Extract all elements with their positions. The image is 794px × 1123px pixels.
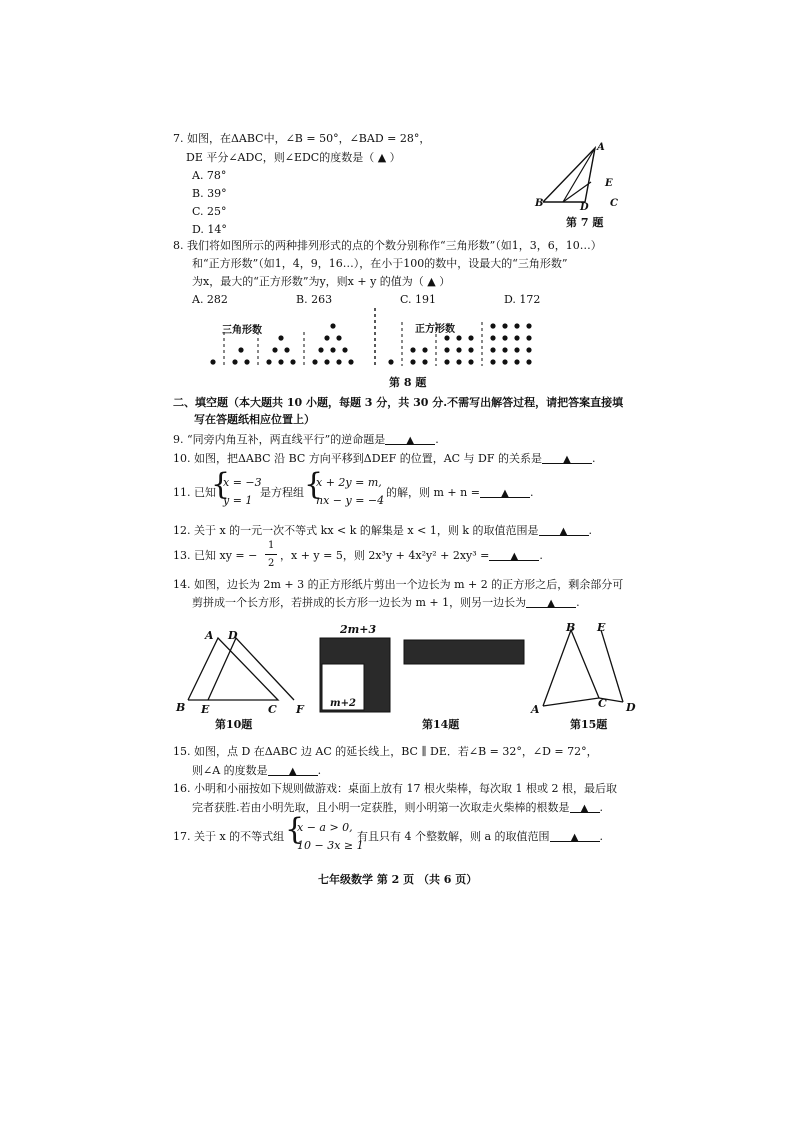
fig10-label-c: C xyxy=(268,703,277,716)
q7-label-a: A xyxy=(597,142,605,153)
answer-triangle-icon: ▲ xyxy=(563,454,571,465)
square-dot xyxy=(490,359,495,364)
q17-suffix-line: 有且只有 4 个整数解，则 a 的取值范围 ▲ . xyxy=(357,830,604,843)
square-dot xyxy=(502,335,507,340)
q13-frac-den: 2 xyxy=(268,558,275,569)
answer-triangle-icon: ▲ xyxy=(510,551,519,562)
square-dot xyxy=(456,359,461,364)
q7-option-c: C. 25° xyxy=(192,205,227,218)
square-dot xyxy=(502,323,507,328)
q11-sys2-a: x + 2y = m, xyxy=(316,476,382,489)
q7-line1: 7. 如图，在ΔABC中，∠B = 50°，∠BAD = 28°， xyxy=(173,132,431,145)
answer-triangle-icon: ▲ xyxy=(559,526,568,537)
square-dot xyxy=(514,335,519,340)
fig10-label-e: E xyxy=(201,703,210,716)
q7-triangle-figure xyxy=(535,140,605,220)
triangle-dot xyxy=(238,347,243,352)
q13-frac-num: 1 xyxy=(268,540,275,551)
fig14-inner-label: m+2 xyxy=(330,698,356,709)
q17-prefix: 17. 关于 x 的不等式组 xyxy=(173,830,285,843)
q7-label-d: D xyxy=(580,202,589,213)
q8-dot-figure xyxy=(205,306,605,376)
q16-line1: 16. 小明和小丽按如下规则做游戏：桌面上放有 17 根火柴棒，每次取 1 根或 2 根，最后取 xyxy=(173,782,617,795)
q13-answer-blank[interactable] xyxy=(489,548,539,561)
triangle-dot xyxy=(244,359,249,364)
fig15-caption: 第15题 xyxy=(570,718,608,731)
q10-answer-blank[interactable] xyxy=(542,451,592,464)
section2-line2: 写在答题纸相应位置上） xyxy=(194,413,315,426)
square-dot xyxy=(410,347,415,352)
q8-triangle-label: 三角形数 xyxy=(222,325,262,336)
triangle-dot xyxy=(284,347,289,352)
fig15-label-a: A xyxy=(531,703,540,716)
q15-line2: 则∠A 的度数是 xyxy=(192,764,268,777)
q8-line2: 和“正方形数”（如1，4，9，16…），在小于100的数中，设最大的“三角形数” xyxy=(192,257,568,270)
q11-sys2-b: nx − y = −4 xyxy=(316,494,385,507)
answer-triangle-icon: ▲ xyxy=(501,488,509,499)
triangle-dot xyxy=(312,359,317,364)
q11-suffix: 的解，则 m + n = xyxy=(386,486,480,499)
fig10-label-b: B xyxy=(176,701,186,714)
q14-line2-wrap: 剪拼成一个长方形，若拼成的长方形一边长为 m + 1，则另一边长为 ▲ . xyxy=(192,596,580,609)
triangle-dot xyxy=(272,347,277,352)
q14-line1: 14. 如图，边长为 2m + 3 的正方形纸片剪出一个边长为 m + 2 的正方形之后，剩余部分可 xyxy=(173,578,624,591)
q9-stem: 9. “同旁内角互补，两直线平行”的逆命题是 ▲ . xyxy=(173,433,439,446)
q7-label-e: E xyxy=(605,178,613,189)
q12-text: 12. 关于 x 的一元一次不等式 kx < k 的解集是 x < 1，则 k 的取值范围是 xyxy=(173,524,539,537)
q11-prefix: 11. 已知 xyxy=(173,486,216,499)
q16-line2-wrap: 完者获胜.若由小明先取，且小明一定获胜，则小明第一次取走火柴棒的根数是 ▲ . xyxy=(192,801,603,814)
fig15-label-d: D xyxy=(626,701,636,714)
q11-suffix-line: 的解，则 m + n = ▲ . xyxy=(386,486,534,499)
square-dot xyxy=(444,347,449,352)
triangle-dot xyxy=(318,347,323,352)
fig10-caption: 第10题 xyxy=(215,718,253,731)
q12-stem: 12. 关于 x 的一元一次不等式 kx < k 的解集是 x < 1，则 k 的取值范围是 ▲ . xyxy=(173,524,592,537)
triangle-dot xyxy=(278,335,283,340)
q9-text: 9. “同旁内角互补，两直线平行”的逆命题是 xyxy=(173,433,386,446)
q8-line1: 8. 我们将如图所示的两种排列形式的点的个数分别称作“三角形数”（如1，3，6，10…） xyxy=(173,239,602,252)
answer-triangle-icon: ▲ xyxy=(570,832,579,843)
fig10-translation-figure xyxy=(180,630,310,710)
q9-answer-blank[interactable] xyxy=(385,432,435,445)
q15-answer-blank[interactable] xyxy=(268,763,318,776)
fig15-label-b: B xyxy=(566,621,576,634)
q10-text: 10. 如图，把ΔABC 沿 BC 方向平移到ΔDEF 的位置，AC 与 DF 的关系是 xyxy=(173,452,542,465)
triangle-dot xyxy=(324,359,329,364)
square-dot xyxy=(444,359,449,364)
triangle-dot xyxy=(232,359,237,364)
square-dot xyxy=(422,359,427,364)
q11-brace-2: { xyxy=(304,467,324,502)
q11-mid: 是方程组 xyxy=(260,486,304,499)
square-dot xyxy=(410,359,415,364)
triangle-dot xyxy=(324,335,329,340)
triangle-dot xyxy=(210,359,215,364)
q11-sys1-a: x = −3 xyxy=(223,476,262,489)
q11-answer-blank[interactable] xyxy=(480,485,530,498)
triangle-dot xyxy=(342,347,347,352)
answer-triangle-icon: ▲ xyxy=(547,598,555,609)
square-dot xyxy=(456,335,461,340)
q11-sys1-b: y = 1 xyxy=(223,494,253,507)
square-dot xyxy=(526,323,531,328)
q7-figure-caption: 第 7 题 xyxy=(566,216,604,229)
q16-line2: 完者获胜.若由小明先取，且小明一定获胜，则小明第一次取走火柴棒的根数是 xyxy=(192,801,570,814)
q13-suffix-line: ，x + y = 5，则 2x³y + 4x²y² + 2xy³ = ▲ . xyxy=(280,549,543,562)
q15-line1: 15. 如图，点 D 在ΔABC 边 AC 的延长线上，BC ∥ DE．若∠B = 32°，∠D = 72°， xyxy=(173,745,598,758)
square-dot xyxy=(422,347,427,352)
square-dot xyxy=(456,347,461,352)
triangle-dot xyxy=(278,359,283,364)
fig14-top-label: 2m+3 xyxy=(340,623,377,636)
square-dot xyxy=(502,347,507,352)
q8-square-label: 正方形数 xyxy=(415,324,455,335)
triangle-dot xyxy=(266,359,271,364)
triangle-dot xyxy=(330,323,335,328)
square-dot xyxy=(514,323,519,328)
q8-option-d: D. 172 xyxy=(504,293,541,306)
q7-option-b: B. 39° xyxy=(192,187,227,200)
q7-option-a: A. 78° xyxy=(192,169,227,182)
q7-label-c: C xyxy=(610,198,618,209)
fig14-caption: 第14题 xyxy=(422,718,460,731)
q8-figure-caption: 第 8 题 xyxy=(389,376,427,389)
q14-answer-blank[interactable] xyxy=(526,595,576,608)
square-dot xyxy=(526,347,531,352)
square-dot xyxy=(444,335,449,340)
q17-suffix: 有且只有 4 个整数解，则 a 的取值范围 xyxy=(357,830,550,843)
q17-sys-a: x − a > 0, xyxy=(297,821,353,834)
fig15-label-c: C xyxy=(598,697,607,710)
q10-stem: 10. 如图，把ΔABC 沿 BC 方向平移到ΔDEF 的位置，AC 与 DF 的关系是 ▲ . xyxy=(173,452,596,465)
triangle-dot xyxy=(330,347,335,352)
q11-brace-1: { xyxy=(211,467,231,502)
q16-answer-blank[interactable] xyxy=(570,800,600,813)
square-dot xyxy=(526,359,531,364)
triangle-dot xyxy=(348,359,353,364)
q17-brace: { xyxy=(285,812,305,847)
q17-answer-blank[interactable] xyxy=(550,829,600,842)
square-dot xyxy=(490,323,495,328)
square-dot xyxy=(514,359,519,364)
triangle-dot xyxy=(290,359,295,364)
q8-line3: 为x，最大的“正方形数”为y，则x + y 的值为（ ▲ ） xyxy=(192,275,451,288)
triangle-dot xyxy=(336,335,341,340)
fig10-label-d: D xyxy=(228,629,238,642)
q14-line2: 剪拼成一个长方形，若拼成的长方形一边长为 m + 1，则另一边长为 xyxy=(192,596,527,609)
square-dot xyxy=(468,347,473,352)
q13-frac-bar xyxy=(265,554,277,555)
q12-answer-blank[interactable] xyxy=(539,523,589,536)
q7-option-d: D. 14° xyxy=(192,223,227,236)
fig15-parallel-figure xyxy=(535,622,645,712)
square-dot xyxy=(526,335,531,340)
q8-option-b: B. 263 xyxy=(296,293,333,306)
square-dot xyxy=(502,359,507,364)
section2-line1: 二、填空题（本大题共 10 小题，每题 3 分，共 30 分.不需写出解答过程，请把答案直接填 xyxy=(173,396,624,409)
fig10-label-a: A xyxy=(205,629,214,642)
square-dot xyxy=(514,347,519,352)
answer-triangle-icon: ▲ xyxy=(288,766,297,777)
square-dot xyxy=(490,335,495,340)
fig15-label-e: E xyxy=(597,621,606,634)
q7-label-b: B xyxy=(535,198,544,209)
answer-triangle-icon: ▲ xyxy=(580,803,589,814)
square-dot xyxy=(388,359,393,364)
q7-line2: DE 平分∠ADC，则∠EDC的度数是（ ▲ ） xyxy=(186,151,401,164)
answer-triangle-icon: ▲ xyxy=(406,435,415,446)
triangle-dot xyxy=(336,359,341,364)
square-dot xyxy=(468,335,473,340)
fig10-label-f: F xyxy=(296,703,304,716)
q17-sys-b: 10 − 3x ≥ 1 xyxy=(297,839,364,852)
q13-prefix: 13. 已知 xy = − xyxy=(173,549,258,562)
q8-option-a: A. 282 xyxy=(192,293,228,306)
square-dot xyxy=(468,359,473,364)
square-dot xyxy=(490,347,495,352)
q15-line2-wrap: 则∠A 的度数是 ▲ . xyxy=(192,764,322,777)
page-footer: 七年级数学 第 2 页 （共 6 页） xyxy=(318,873,478,886)
q13-suffix: ，x + y = 5，则 2x³y + 4x²y² + 2xy³ = xyxy=(280,549,490,562)
q8-option-c: C. 191 xyxy=(400,293,437,306)
